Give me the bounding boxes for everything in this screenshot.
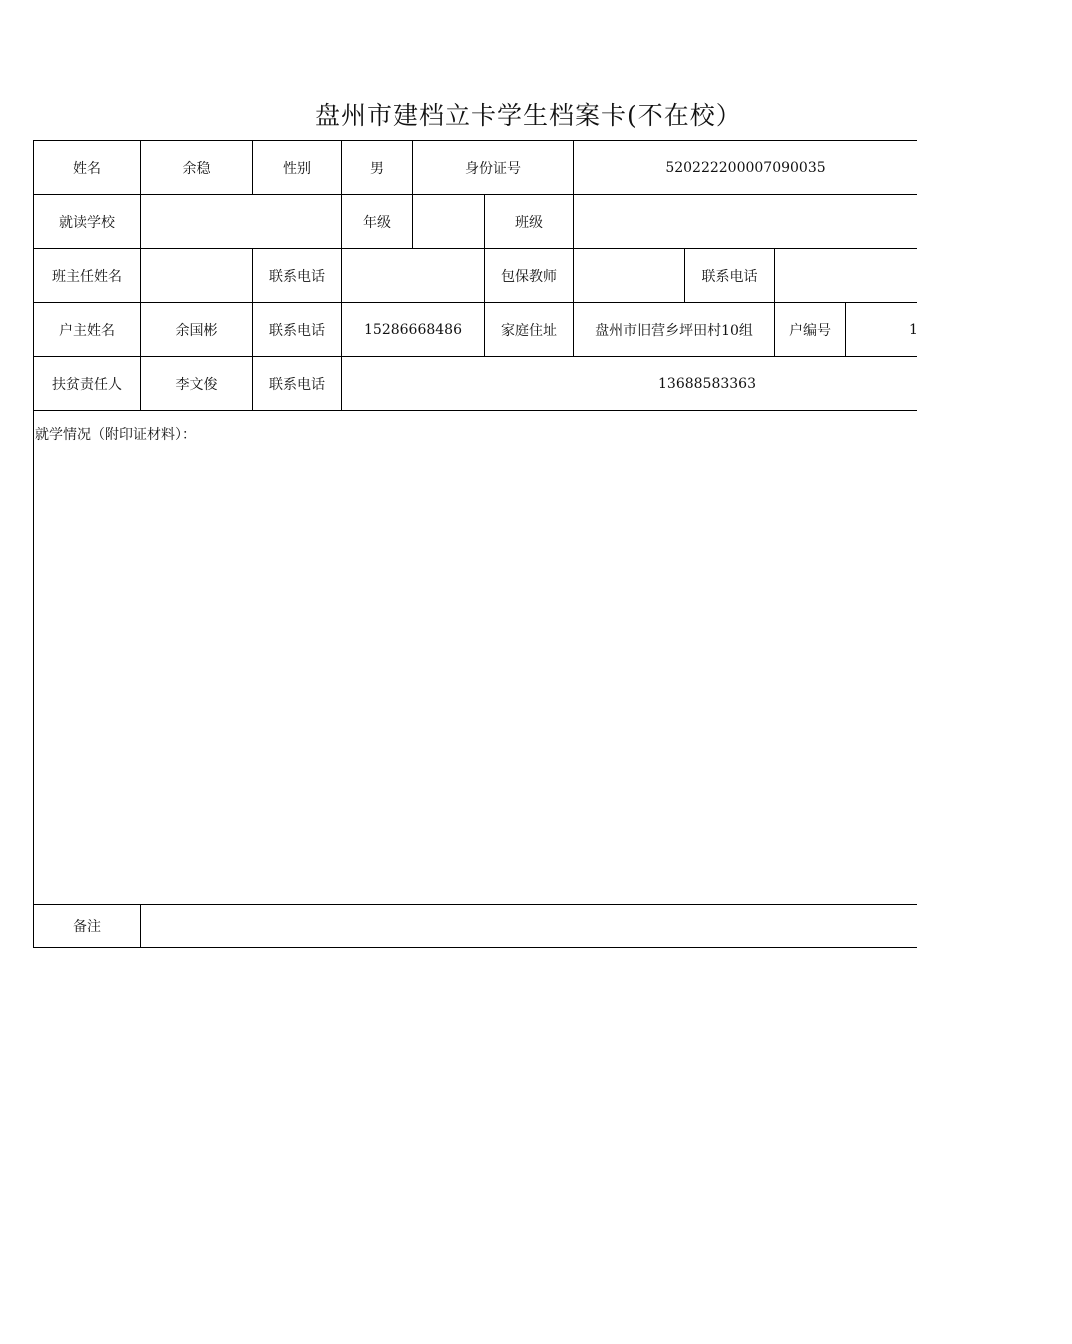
class-label: 班级 (515, 214, 543, 231)
guarantee-teacher-label: 包保教师 (501, 268, 557, 285)
guarantee-teacher-phone-label: 联系电话 (701, 268, 758, 285)
head-teacher-name-label: 班主任姓名 (52, 268, 122, 285)
id-number-value: 520222200007090035 (665, 159, 826, 176)
home-address-value: 盘州市旧营乡坪田村10组 (595, 322, 753, 339)
class-value (574, 195, 917, 248)
remarks-label: 备注 (73, 919, 101, 935)
householder-name-label: 户主姓名 (59, 322, 115, 339)
householder-name-value: 余国彬 (175, 322, 218, 339)
school-label: 就读学校 (59, 214, 115, 231)
remarks-value (141, 905, 917, 947)
school-value (141, 195, 341, 248)
household-number-value (846, 303, 917, 356)
id-number-label: 身份证号 (465, 160, 521, 177)
head-teacher-phone-value (342, 249, 484, 302)
gender-value: 男 (370, 160, 384, 177)
name-label: 姓名 (73, 160, 101, 177)
grade-label: 年级 (363, 214, 391, 231)
head-teacher-phone-label: 联系电话 (269, 268, 325, 285)
table-border-bottom (33, 947, 917, 948)
row-divider (33, 410, 917, 411)
householder-phone-value: 15286668486 (364, 321, 462, 338)
household-number-text: 1 (909, 321, 918, 338)
poverty-officer-label: 扶贫责任人 (52, 376, 122, 393)
home-address-label: 家庭住址 (501, 322, 557, 339)
study-status-label: 就学情况（附印证材料）： (35, 427, 196, 443)
guarantee-teacher-phone-value (775, 249, 917, 302)
poverty-officer-phone-value: 13688583363 (658, 375, 756, 392)
guarantee-teacher-value (574, 249, 684, 302)
student-name-value: 余稳 (182, 160, 211, 177)
head-teacher-name-value (141, 249, 252, 302)
householder-phone-label: 联系电话 (269, 322, 325, 339)
poverty-officer-name-value: 李文俊 (175, 376, 218, 393)
grade-value (413, 195, 484, 248)
poverty-officer-phone-label: 联系电话 (269, 376, 325, 393)
gender-label: 性别 (283, 160, 311, 177)
household-number-label: 户编号 (789, 322, 831, 339)
card-title: 盘州市建档立卡学生档案卡(不在校） (315, 101, 742, 130)
